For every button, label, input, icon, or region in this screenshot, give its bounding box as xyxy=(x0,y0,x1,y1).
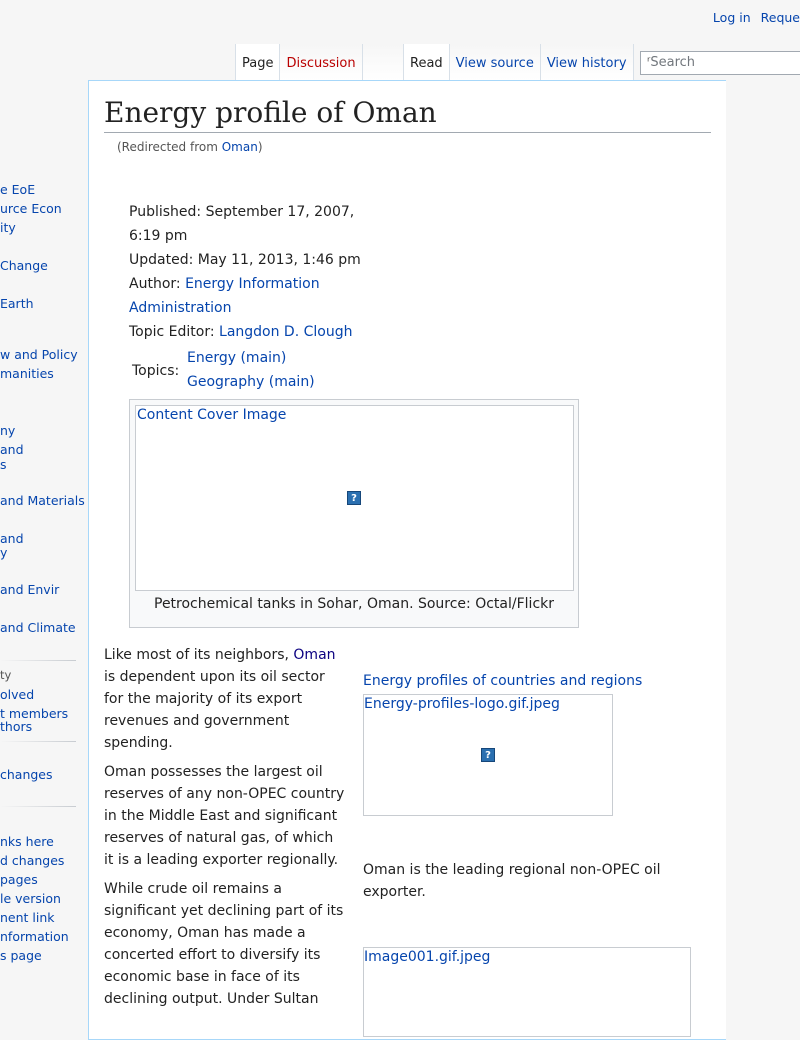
topic-link-geography[interactable]: Geography (main) xyxy=(187,374,315,390)
sidebar-item[interactable]: nks here xyxy=(0,834,54,849)
topics-list xyxy=(187,346,315,394)
search-cursor-icon: ʳ xyxy=(647,55,651,70)
tab-variants[interactable] xyxy=(362,44,404,80)
published-line xyxy=(129,200,369,224)
sidebar-divider xyxy=(0,741,76,742)
sidebar-item[interactable]: manities xyxy=(0,366,54,381)
redirect-suffix: ) xyxy=(257,140,263,154)
redirect-note xyxy=(117,140,263,154)
sidebar-item[interactable]: s page xyxy=(0,948,42,963)
sidebar-section-heading: ty xyxy=(0,668,12,682)
sidebar-item[interactable]: Change xyxy=(0,258,48,273)
author-line-2 xyxy=(129,296,369,320)
sidebar-item[interactable]: thors xyxy=(0,719,33,734)
broken-image-icon: ? xyxy=(347,491,361,505)
published-date: September 17, 2007, xyxy=(205,204,355,220)
sidebar-divider xyxy=(0,806,76,807)
article-metadata xyxy=(129,200,369,344)
cover-image-frame[interactable] xyxy=(135,405,574,591)
paragraph: Oman possesses the largest oil reserves of any non-OPEC country in the Middle East and significant reserves of natural gas, of which it is a leading exporter regionally. xyxy=(104,764,345,868)
topics xyxy=(129,346,315,394)
topics-label: Topics: xyxy=(132,363,180,379)
sidebar-divider xyxy=(0,660,76,661)
request-account-link[interactable]: Reque xyxy=(760,10,800,25)
image001-link[interactable]: Image001.gif.jpeg xyxy=(364,949,491,965)
sidebar-item[interactable]: nent link xyxy=(0,910,55,925)
sidebar-item[interactable]: and xyxy=(0,531,24,546)
text: is dependent upon its oil sector for the majority of its export revenues and government spending. xyxy=(104,669,325,751)
paragraph: While crude oil remains a significant yet declining part of its economy, Oman has made a concerted effort to diversify its economic base in face of its declining output. Under Sultan xyxy=(104,881,344,1007)
published-label: Published: xyxy=(129,204,206,220)
cover-image-link[interactable]: Content Cover Image xyxy=(137,407,287,423)
sidebar-item[interactable]: changes xyxy=(0,767,53,782)
profiles-image-link[interactable]: Energy-profiles-logo.gif.jpeg xyxy=(364,696,560,712)
topic-link-energy[interactable]: Energy (main) xyxy=(187,350,287,366)
page-title: Energy profile of Oman xyxy=(104,96,711,133)
sidebar-item[interactable]: and Envir xyxy=(0,582,60,597)
sidebar-item[interactable]: y xyxy=(0,545,8,560)
tab-view-source[interactable]: View source xyxy=(449,44,540,80)
author-link-cont[interactable]: Administration xyxy=(129,300,232,316)
redirect-prefix: (Redirected from xyxy=(117,140,222,154)
sidebar-item[interactable]: nformation xyxy=(0,929,69,944)
topic-editor-line xyxy=(129,320,369,344)
article-body xyxy=(104,644,346,1017)
author-label: Author: xyxy=(129,276,186,292)
view-tabs xyxy=(403,44,634,80)
tab-view-history[interactable]: View history xyxy=(540,44,634,80)
sidebar-item-fragment[interactable]: s xyxy=(0,457,7,472)
sidebar-item[interactable]: e EoE xyxy=(0,182,36,197)
text: Like most of its neighbors, xyxy=(104,647,294,663)
energy-profiles-link[interactable]: Energy profiles of countries and regions xyxy=(363,673,643,689)
cover-figure xyxy=(129,399,579,628)
tab-page[interactable]: Page xyxy=(235,44,279,80)
sidebar-item[interactable]: le version xyxy=(0,891,61,906)
published-time: 6:19 pm xyxy=(129,228,188,244)
oman-link[interactable]: Oman xyxy=(293,647,336,663)
sidebar-item[interactable]: d changes xyxy=(0,853,65,868)
sidebar-item[interactable]: and Climate xyxy=(0,620,76,635)
search-placeholder: Search xyxy=(650,55,696,70)
tab-read[interactable]: Read xyxy=(403,44,449,80)
sidebar-item[interactable]: Earth xyxy=(0,296,34,311)
sidebar-item[interactable]: t members xyxy=(0,706,69,721)
namespace-tabs xyxy=(235,44,404,80)
sidebar-item[interactable]: and Materials xyxy=(0,493,85,508)
sidebar-item[interactable]: w and Policy xyxy=(0,347,78,362)
sidebar-item[interactable]: pages xyxy=(0,872,38,887)
sidebar-item[interactable]: urce Econ xyxy=(0,201,62,216)
broken-image-icon: ? xyxy=(481,748,495,762)
updated-line: Updated: May 11, 2013, 1:46 pm xyxy=(129,252,361,268)
log-in-link[interactable]: Log in xyxy=(712,10,751,25)
topic-editor-link[interactable]: Langdon D. Clough xyxy=(219,324,353,340)
sidebar-item[interactable]: and xyxy=(0,442,24,457)
author-link[interactable]: Energy Information xyxy=(185,276,320,292)
sidebar-item[interactable]: ny xyxy=(0,423,16,438)
tab-discussion[interactable]: Discussion xyxy=(279,44,361,80)
cover-caption: Petrochemical tanks in Sohar, Oman. Source: Octal/Flickr xyxy=(154,596,554,612)
topic-editor-label: Topic Editor: xyxy=(129,324,220,340)
profiles-image-frame[interactable] xyxy=(363,694,613,816)
sidebar-item[interactable]: ity xyxy=(0,220,16,235)
author-line xyxy=(129,272,369,296)
right-caption: Oman is the leading regional non-OPEC oil exporter. xyxy=(363,862,661,900)
personal-tools xyxy=(703,10,800,25)
redirect-link[interactable]: Oman xyxy=(221,140,258,154)
profiles-link-wrap xyxy=(363,673,642,689)
paragraph xyxy=(104,644,346,754)
search-input[interactable] xyxy=(640,51,800,75)
sidebar-item[interactable]: olved xyxy=(0,687,35,702)
